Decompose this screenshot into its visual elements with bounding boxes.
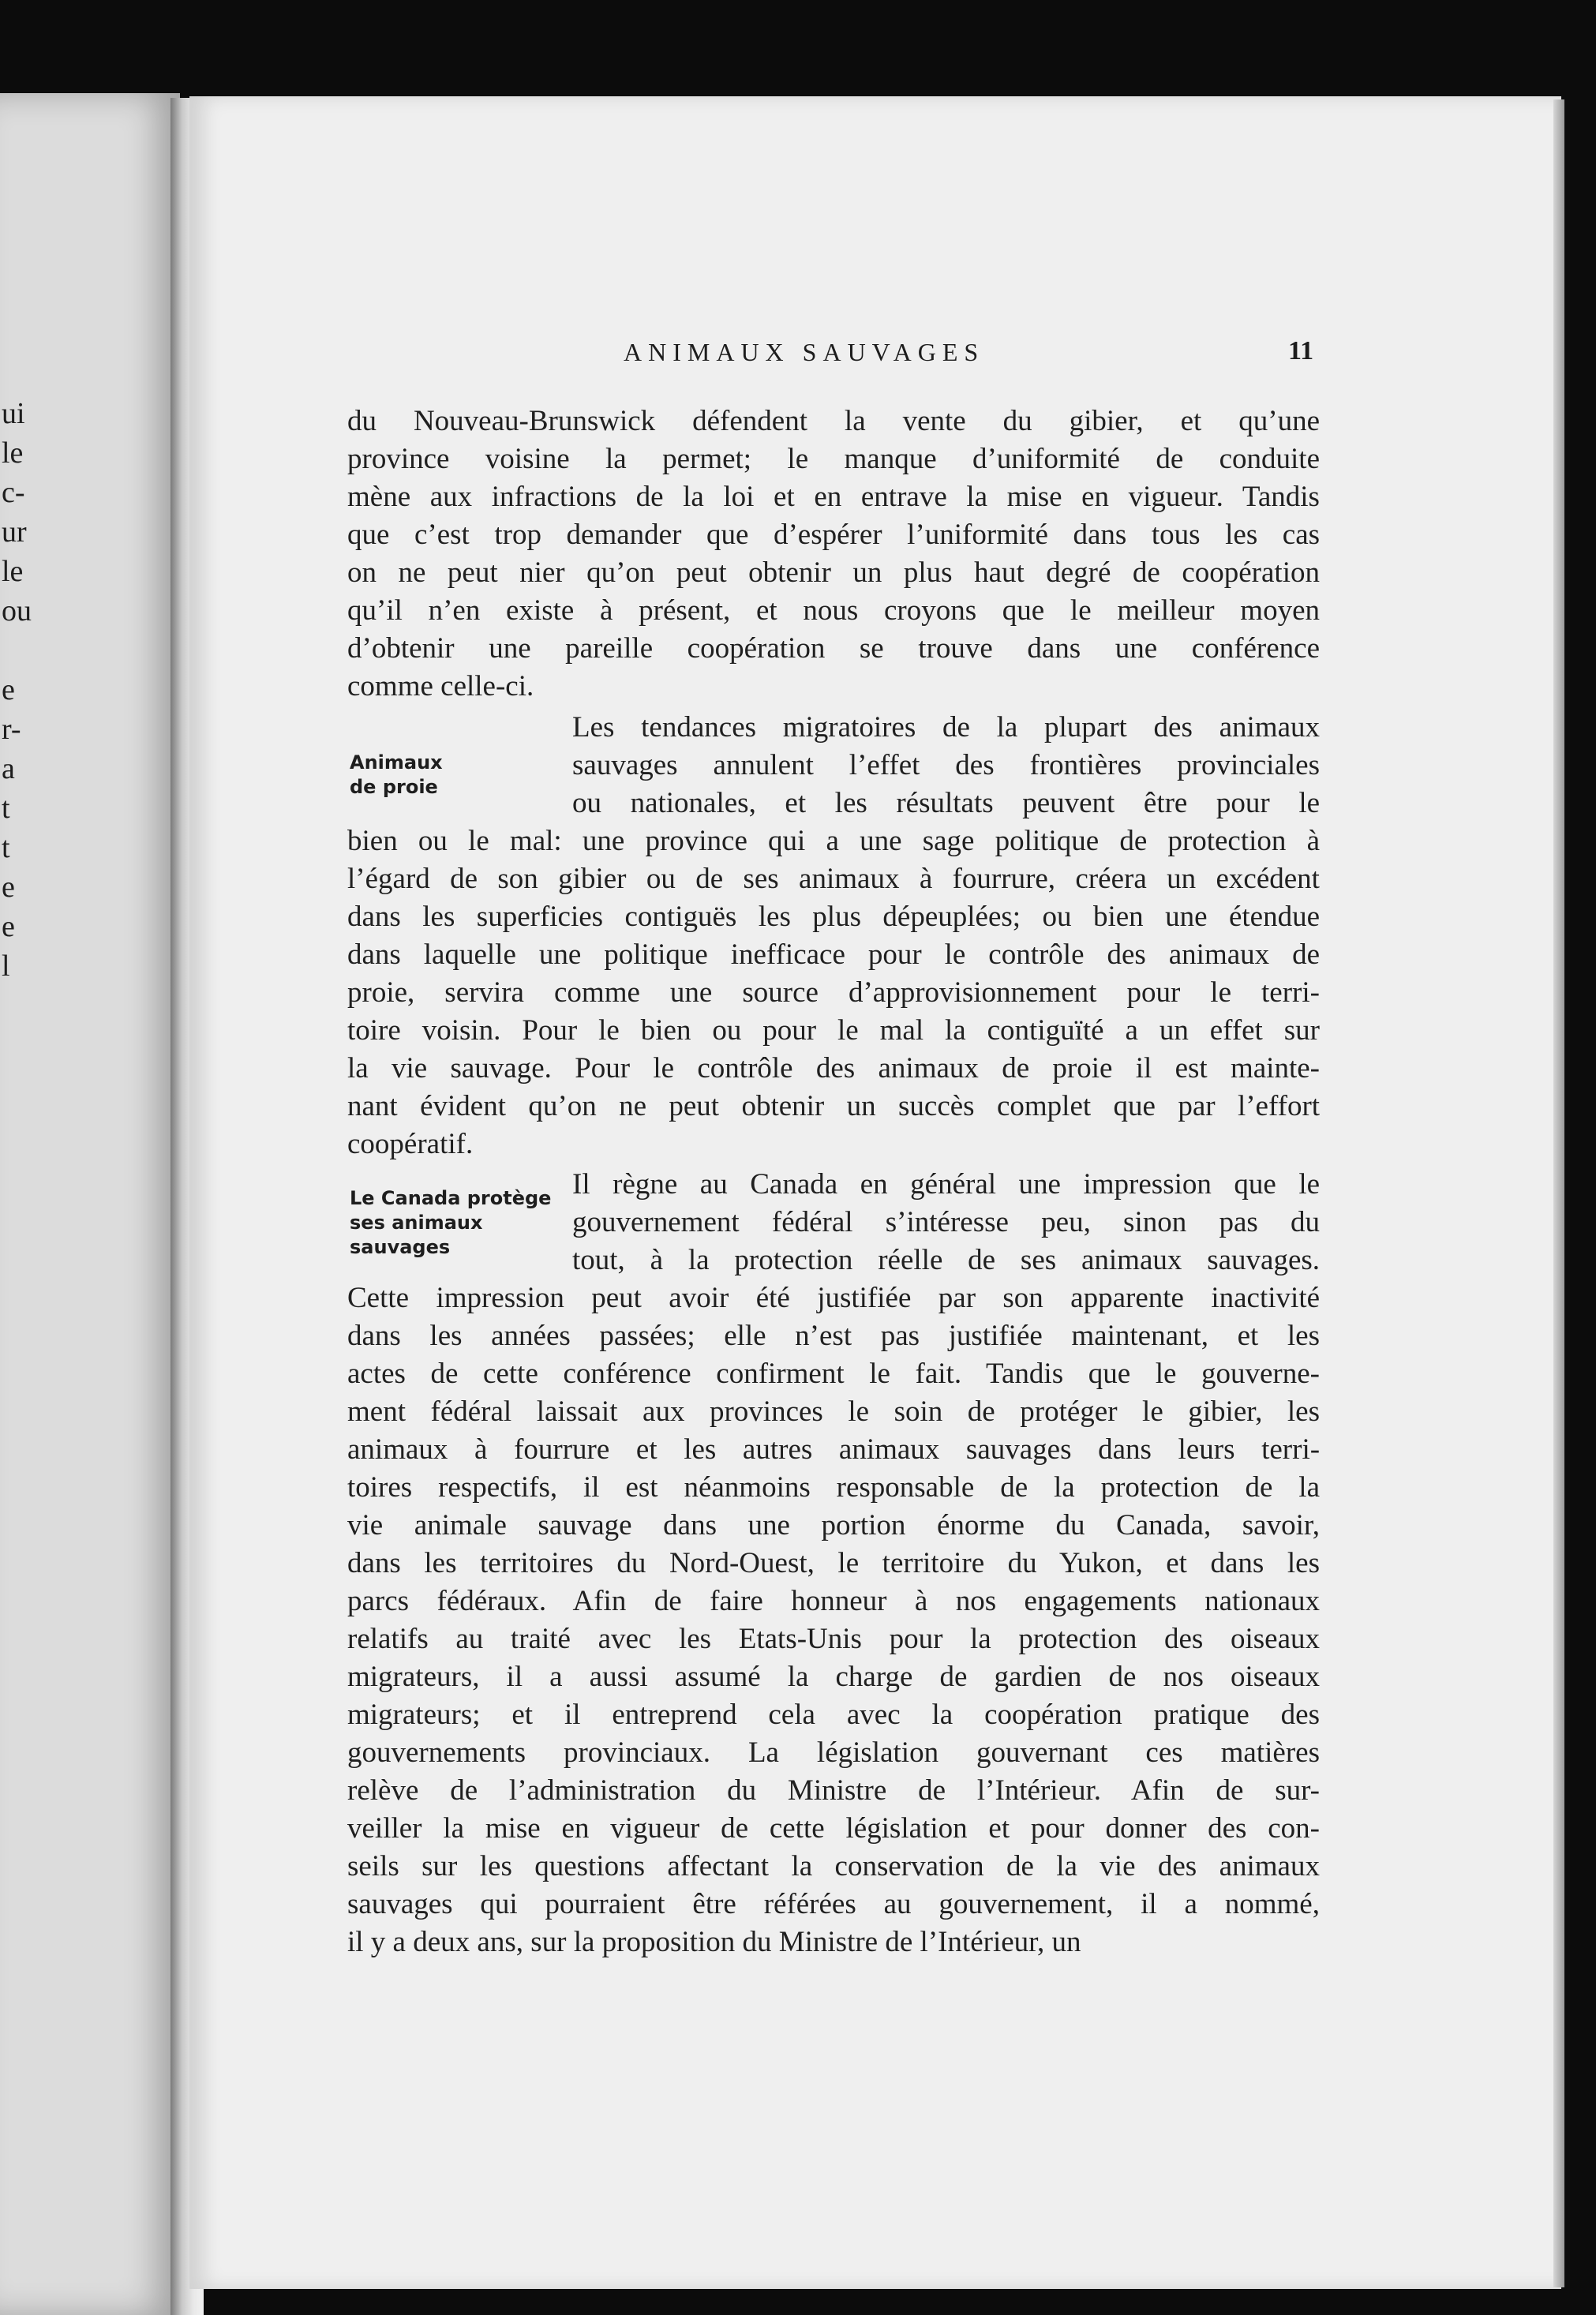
body-line: d’obtenir une pareille coopération se trouve dans une conférence — [347, 632, 1321, 665]
body-line: toire voisin. Pour le bien ou pour le mal la contiguïté a un effet sur — [347, 1014, 1320, 1047]
page-number: 11 — [1288, 336, 1314, 365]
body-line: dans les années passées; elle n’est pas justifiée maintenant, et les — [347, 1320, 1321, 1352]
left-page-fragment: l — [2, 950, 10, 983]
body-line: veiller la mise en vigueur de cette législation et pour donner des con- — [347, 1812, 1320, 1845]
left-page-fragment: ur — [2, 515, 27, 549]
left-page-fragment: c- — [2, 476, 25, 509]
body-line: proie, servira comme une source d’approvisionnement pour le terri- — [347, 976, 1320, 1009]
left-page-edge — [0, 93, 180, 2315]
body-line: sauvages annulent l’effet des frontières provinciales — [572, 749, 1320, 781]
body-line: migrateurs, il a aussi assumé la charge de gardien de nos oiseaux — [347, 1661, 1320, 1693]
page-edge-shadow — [1553, 99, 1564, 2287]
body-line: on ne peut nier qu’on peut obtenir un plus haut degré de coopération — [347, 556, 1320, 589]
body-line: sauvages qui pourraient être référées au gouvernement, il a nommé, — [347, 1888, 1320, 1920]
body-line: dans les superficies contiguës les plus dépeuplées; ou bien une étendue — [347, 901, 1320, 933]
body-line: dans les territoires du Nord-Ouest, le territoire du Yukon, et dans les — [347, 1547, 1320, 1579]
left-page-fragment: le — [2, 436, 24, 470]
body-line: parcs fédéraux. Afin de faire honneur à nos engagements nationaux — [347, 1585, 1321, 1617]
running-head: ANIMAUX SAUVAGES — [624, 338, 985, 366]
left-page-fragment: e — [2, 673, 15, 706]
body-line: Les tendances migratoires de la plupart des animaux — [572, 711, 1320, 744]
left-page-fragment: ou — [2, 594, 32, 627]
body-line: relatifs au traité avec les Etats-Unis pour la protection des oiseaux — [347, 1623, 1320, 1655]
body-line: dans laquelle une politique inefficace pour le contrôle des animaux de — [347, 938, 1321, 971]
body-line: comme celle-ci. — [347, 670, 534, 702]
left-page-fragment: a — [2, 752, 15, 785]
body-line: du Nouveau-Brunswick défendent la vente du gibier, et qu’une — [347, 405, 1321, 437]
margin-note-line: Animaux — [350, 751, 443, 774]
left-page-fragment: e — [2, 910, 15, 943]
left-page-fragment: ui — [2, 397, 25, 430]
body-line: vie animale sauvage dans une portion énorme du Canada, savoir, — [347, 1509, 1320, 1541]
left-page-fragment: le — [2, 555, 24, 588]
body-line: Cette impression peut avoir été justifiée par son apparente inactivité — [347, 1282, 1321, 1314]
margin-note-line: de proie — [350, 776, 438, 798]
margin-note-line: sauvages — [350, 1236, 451, 1258]
body-line: tout, à la protection réelle de ses animaux sauvages. — [572, 1244, 1321, 1276]
body-line: que c’est trop demander que d’espérer l’uniformité dans tous les cas — [347, 519, 1321, 551]
body-line: il y a deux ans, sur la proposition du Ministre de l’Intérieur, un — [347, 1926, 1081, 1958]
body-line: province voisine la permet; le manque d’uniformité de conduite — [347, 443, 1320, 475]
body-line: actes de cette conférence confirment le fait. Tandis que le gouverne- — [347, 1358, 1320, 1390]
body-line: la vie sauvage. Pour le contrôle des animaux de proie il est mainte- — [347, 1052, 1320, 1084]
body-line: seils sur les questions affectant la conservation de la vie des animaux — [347, 1850, 1320, 1882]
body-line: animaux à fourrure et les autres animaux sauvages dans leurs terri- — [347, 1433, 1321, 1466]
body-line: mène aux infractions de la loi et en entrave la mise en vigueur. Tandis — [347, 481, 1320, 513]
body-line: relève de l’administration du Ministre de l’Intérieur. Afin de sur- — [347, 1774, 1320, 1807]
body-line: nant évident qu’on ne peut obtenir un succès complet que par l’effort — [347, 1090, 1321, 1122]
left-page-fragment: t — [2, 831, 10, 864]
body-line: migrateurs; et il entreprend cela avec la coopération pratique des — [347, 1699, 1320, 1731]
body-line: Il règne au Canada en général une impression que le — [572, 1168, 1321, 1201]
left-page-fragment: r- — [2, 713, 21, 746]
left-page-fragment: t — [2, 792, 10, 825]
left-page-fragment: e — [2, 871, 15, 904]
body-line: qu’il n’en existe à présent, et nous croyons que le meilleur moyen — [347, 594, 1321, 627]
body-line: ment fédéral laissait aux provinces le soin de protéger le gibier, les — [347, 1395, 1320, 1428]
margin-note-line: Le Canada protège — [350, 1187, 552, 1209]
body-line: gouvernements provinciaux. La législation gouvernant ces matières — [347, 1736, 1320, 1769]
body-line: gouvernement fédéral s’intéresse peu, sinon pas du — [572, 1206, 1320, 1238]
margin-note-line: ses animaux — [350, 1212, 483, 1234]
body-line: coopératif. — [347, 1128, 474, 1160]
body-line: bien ou le mal: une province qui a une sage politique de protection à — [347, 825, 1321, 857]
body-line: ou nationales, et les résultats peuvent être pour le — [572, 787, 1321, 819]
body-line: toires respectifs, il est néanmoins responsable de la protection de la — [347, 1471, 1321, 1504]
body-line: l’égard de son gibier ou de ses animaux à fourrure, créera un excédent — [347, 863, 1320, 895]
